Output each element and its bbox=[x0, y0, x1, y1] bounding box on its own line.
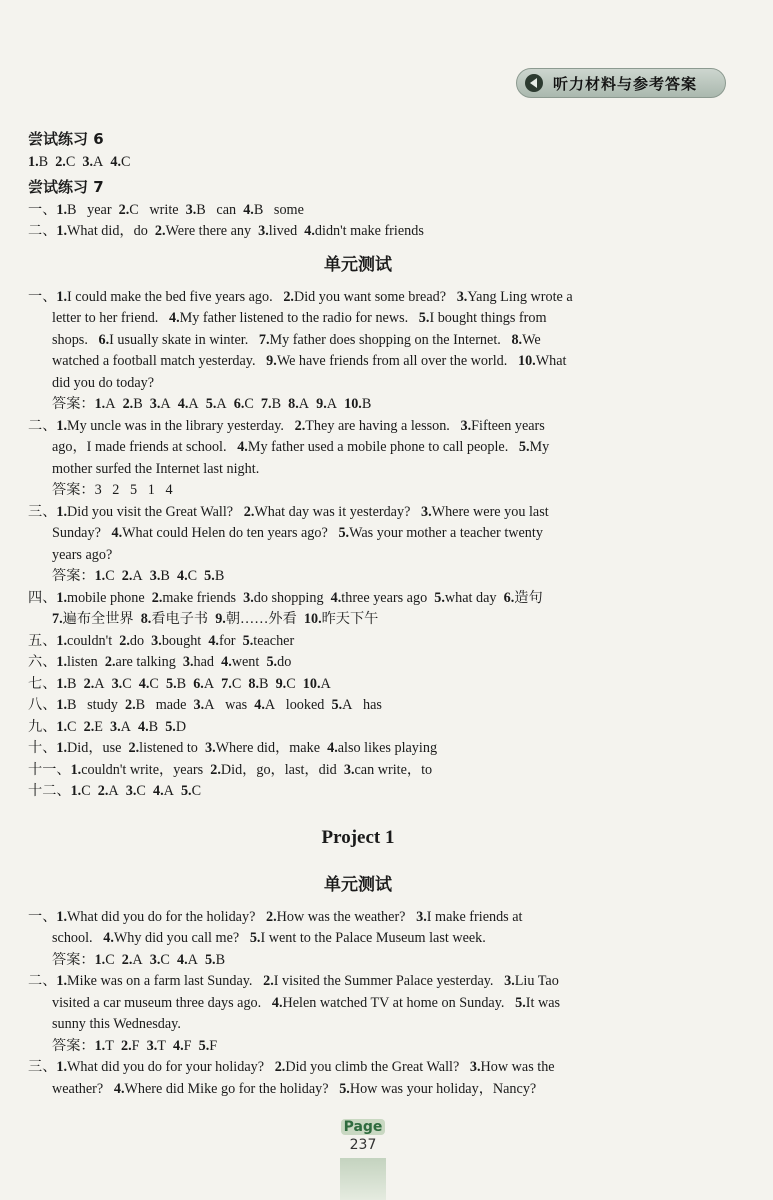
answer-line: 答案：3 2 5 1 4 bbox=[52, 482, 173, 498]
answer-content bbox=[28, 126, 688, 1100]
answer-line: 1.B 2.C 3.A 4.C bbox=[28, 154, 131, 170]
project-unit-test-title: 单元测试 bbox=[324, 874, 392, 895]
answer-line: 十二、1.C 2.A 3.C 4.A 5.C bbox=[28, 783, 202, 799]
answer-line: shops. 6.I usually skate in winter. 7.My father does shopping on the Internet. 8.We bbox=[52, 331, 541, 348]
project-test-lines bbox=[28, 907, 688, 1101]
page-footer bbox=[338, 1118, 388, 1153]
answer-line: sunny this Wednesday. bbox=[52, 1016, 181, 1032]
answer-line: 答案：1.T 2.F 3.T 4.F 5.F bbox=[52, 1037, 218, 1054]
footer-decoration bbox=[340, 1158, 386, 1200]
answer-line: 7.遍布全世界 8.看电子书 9.朝……外看 10.昨天下午 bbox=[52, 611, 379, 627]
answer-line: 答案：1.A 2.B 3.A 4.A 5.A 6.C 7.B 8.A 9.A 10.B bbox=[52, 396, 372, 412]
answer-line: letter to her friend. 4.My father listened to the radio for news. 5.I bought things from bbox=[52, 310, 547, 326]
practice-heading: 尝试练习 7 bbox=[28, 177, 104, 196]
page-number: 237 bbox=[349, 1137, 377, 1153]
answer-line: 九、1.C 2.E 3.A 4.B 5.D bbox=[28, 718, 187, 735]
answer-line: 七、1.B 2.A 3.C 4.C 5.B 6.A 7.C 8.B 9.C 10.A bbox=[28, 675, 331, 692]
answer-line: Sunday? 4.What could Helen do ten years ago? 5.Was your mother a teacher twenty bbox=[52, 525, 543, 541]
project-title: Project 1 bbox=[321, 826, 395, 848]
answer-line: years ago? bbox=[52, 546, 113, 563]
arrow-left-icon bbox=[525, 74, 543, 92]
answer-line: 十、1.Did，use 2.listened to 3.Where did，make 4.also likes playing bbox=[28, 740, 438, 756]
answer-line: 二、1.My uncle was in the library yesterday. 2.They are having a lesson. 3.Fifteen years bbox=[28, 417, 545, 434]
answer-line: 答案：1.C 2.A 3.B 4.C 5.B bbox=[52, 568, 225, 584]
answer-line: 四、1.mobile phone 2.make friends 3.do shopping 4.three years ago 5.what day 6.造句 bbox=[28, 589, 543, 606]
answer-line: weather? 4.Where did Mike go for the holiday? 5.How was your holiday，Nancy? bbox=[52, 1080, 537, 1097]
answer-line: 六、1.listen 2.are talking 3.had 4.went 5.do bbox=[28, 654, 292, 670]
unit-test-lines bbox=[28, 287, 688, 803]
answer-line: 三、1.Did you visit the Great Wall? 2.What day was it yesterday? 3.Where were you last bbox=[28, 503, 549, 520]
answer-line: mother surfed the Internet last night. bbox=[52, 460, 260, 477]
practice-sections bbox=[28, 126, 688, 243]
answer-line: did you do today? bbox=[52, 374, 155, 391]
answer-line: 五、1.couldn't 2.do 3.bought 4.for 5.teacher bbox=[28, 632, 295, 649]
answer-line: ago，I made friends at school. 4.My father used a mobile phone to call people. 5.My bbox=[52, 439, 550, 455]
answer-line: 八、1.B study 2.B made 3.A was 4.A looked 5.A has bbox=[28, 697, 382, 713]
answer-line: 十一、1.couldn't write，years 2.Did，go，last，did 3.can write，to bbox=[28, 761, 433, 778]
answer-line: watched a football match yesterday. 9.We have friends from all over the world. 10.What bbox=[52, 353, 567, 369]
answer-line: 二、1.Mike was on a farm last Sunday. 2.I visited the Summer Palace yesterday. 3.Liu Tao bbox=[28, 973, 559, 989]
answer-line: 答案：1.C 2.A 3.C 4.A 5.B bbox=[52, 951, 226, 968]
answer-line: 一、1.B year 2.C write 3.B can 4.B some bbox=[28, 201, 304, 218]
answer-line: 三、1.What did you do for your holiday? 2.Did you climb the Great Wall? 3.How was the bbox=[28, 1059, 555, 1075]
section-header-tab bbox=[516, 68, 726, 98]
answer-line: 一、1.I could make the bed five years ago. 2.Did you want some bread? 3.Yang Ling wrote a bbox=[28, 288, 573, 305]
practice-heading: 尝试练习 6 bbox=[28, 130, 104, 148]
answer-line: visited a car museum three days ago. 4.Helen watched TV at home on Sunday. 5.It was bbox=[52, 994, 561, 1011]
answer-line: school. 4.Why did you call me? 5.I went to the Palace Museum last week. bbox=[52, 930, 486, 946]
answer-line: 一、1.What did you do for the holiday? 2.How was the weather? 3.I make friends at bbox=[28, 908, 523, 925]
page-label: Page bbox=[341, 1119, 386, 1135]
section-header-title: 听力材料与参考答案 bbox=[553, 74, 698, 93]
unit-test-title: 单元测试 bbox=[324, 254, 392, 275]
answer-line: 二、1.What did，do 2.Were there any 3.lived 4.didn't make friends bbox=[28, 223, 424, 239]
